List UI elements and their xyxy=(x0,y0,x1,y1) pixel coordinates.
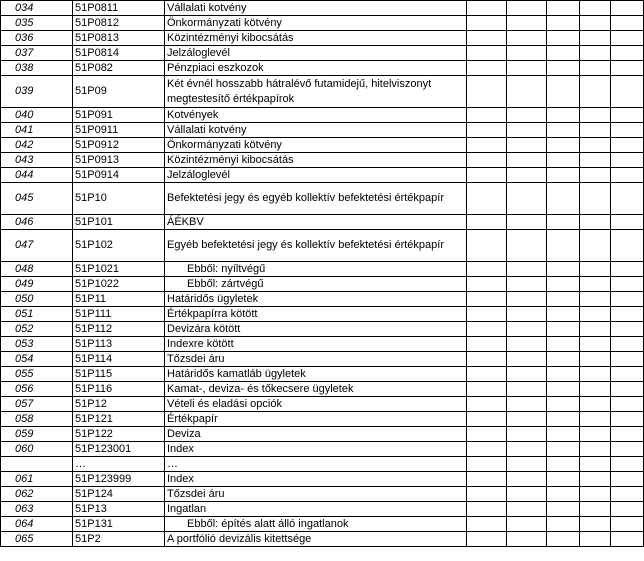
row-description: Ingatlan xyxy=(165,502,467,517)
table-row xyxy=(1,367,644,382)
empty-value-cell xyxy=(467,153,507,168)
table-row xyxy=(1,292,644,307)
empty-value-cell xyxy=(580,230,611,262)
empty-value-cell xyxy=(467,337,507,352)
empty-value-cell xyxy=(507,31,547,46)
empty-value-cell xyxy=(467,457,507,472)
row-description: Határidős kamatláb ügyletek xyxy=(165,367,467,382)
empty-value-cell xyxy=(467,108,507,123)
row-description: Ebből: építés alatt álló ingatlanok xyxy=(165,517,467,532)
empty-value-cell xyxy=(467,517,507,532)
empty-value-cell xyxy=(467,46,507,61)
empty-value-cell xyxy=(611,532,644,547)
table-row xyxy=(1,76,644,108)
empty-value-cell xyxy=(611,352,644,367)
empty-value-cell xyxy=(611,153,644,168)
empty-value-cell xyxy=(611,292,644,307)
table-row xyxy=(1,502,644,517)
empty-value-cell xyxy=(580,61,611,76)
empty-value-cell xyxy=(580,442,611,457)
empty-value-cell xyxy=(611,457,644,472)
empty-value-cell xyxy=(467,442,507,457)
empty-value-cell xyxy=(580,153,611,168)
row-code: 052 xyxy=(1,322,73,337)
row-code: 055 xyxy=(1,367,73,382)
row-description: Index xyxy=(165,442,467,457)
row-id: 51P0911 xyxy=(73,123,165,138)
empty-value-cell xyxy=(467,16,507,31)
empty-value-cell xyxy=(507,472,547,487)
row-id: 51P111 xyxy=(73,307,165,322)
row-code: 061 xyxy=(1,472,73,487)
row-id: 51P102 xyxy=(73,230,165,262)
empty-value-cell xyxy=(547,307,580,322)
empty-value-cell xyxy=(467,277,507,292)
row-code: 056 xyxy=(1,382,73,397)
row-code: 050 xyxy=(1,292,73,307)
empty-value-cell xyxy=(547,532,580,547)
empty-value-cell xyxy=(611,108,644,123)
row-description: Pénzpiaci eszkozok xyxy=(165,61,467,76)
empty-value-cell xyxy=(507,427,547,442)
empty-value-cell xyxy=(611,427,644,442)
row-code: 065 xyxy=(1,532,73,547)
row-id: 51P09 xyxy=(73,76,165,108)
empty-value-cell xyxy=(467,230,507,262)
row-id: 51P123001 xyxy=(73,442,165,457)
empty-value-cell xyxy=(580,1,611,16)
row-description: A portfólió devizális kitettsége xyxy=(165,532,467,547)
row-code: 049 xyxy=(1,277,73,292)
empty-value-cell xyxy=(507,46,547,61)
empty-value-cell xyxy=(580,502,611,517)
empty-value-cell xyxy=(611,230,644,262)
empty-value-cell xyxy=(507,532,547,547)
row-id: 51P122 xyxy=(73,427,165,442)
table-row xyxy=(1,262,644,277)
empty-value-cell xyxy=(547,367,580,382)
row-id: 51P0813 xyxy=(73,31,165,46)
empty-value-cell xyxy=(611,138,644,153)
empty-value-cell xyxy=(580,168,611,183)
row-id: 51P0811 xyxy=(73,1,165,16)
empty-value-cell xyxy=(467,138,507,153)
row-code: 062 xyxy=(1,487,73,502)
row-description: Tőzsdei áru xyxy=(165,352,467,367)
empty-value-cell xyxy=(580,322,611,337)
empty-value-cell xyxy=(547,337,580,352)
row-id: 51P124 xyxy=(73,487,165,502)
empty-value-cell xyxy=(467,367,507,382)
empty-value-cell xyxy=(507,442,547,457)
empty-value-cell xyxy=(547,1,580,16)
empty-value-cell xyxy=(547,183,580,215)
table-row xyxy=(1,472,644,487)
row-description: ÁÉKBV xyxy=(165,215,467,230)
empty-value-cell xyxy=(467,183,507,215)
empty-value-cell xyxy=(467,292,507,307)
empty-value-cell xyxy=(547,442,580,457)
row-description: Tőzsdei áru xyxy=(165,487,467,502)
empty-value-cell xyxy=(611,277,644,292)
row-id: 51P13 xyxy=(73,502,165,517)
row-description: Vállalati kotvény xyxy=(165,1,467,16)
empty-value-cell xyxy=(507,108,547,123)
table-row xyxy=(1,16,644,31)
empty-value-cell xyxy=(507,153,547,168)
table-body xyxy=(1,1,644,547)
empty-value-cell xyxy=(547,427,580,442)
table-row xyxy=(1,123,644,138)
empty-value-cell xyxy=(547,108,580,123)
empty-value-cell xyxy=(611,123,644,138)
empty-value-cell xyxy=(547,472,580,487)
table-row xyxy=(1,382,644,397)
table-row xyxy=(1,532,644,547)
empty-value-cell xyxy=(507,397,547,412)
empty-value-cell xyxy=(507,16,547,31)
empty-value-cell xyxy=(580,183,611,215)
row-description: Értékpapírra kötött xyxy=(165,307,467,322)
empty-value-cell xyxy=(580,412,611,427)
row-id: 51P0913 xyxy=(73,153,165,168)
empty-value-cell xyxy=(507,138,547,153)
empty-value-cell xyxy=(467,76,507,108)
empty-value-cell xyxy=(467,215,507,230)
row-code: 046 xyxy=(1,215,73,230)
empty-value-cell xyxy=(580,123,611,138)
empty-value-cell xyxy=(547,123,580,138)
empty-value-cell xyxy=(580,31,611,46)
empty-value-cell xyxy=(507,502,547,517)
empty-value-cell xyxy=(467,123,507,138)
empty-value-cell xyxy=(611,61,644,76)
empty-value-cell xyxy=(611,502,644,517)
empty-value-cell xyxy=(467,322,507,337)
row-description: Önkormányzati kötvény xyxy=(165,138,467,153)
row-code: 040 xyxy=(1,108,73,123)
row-id: 51P082 xyxy=(73,61,165,76)
row-id: 51P112 xyxy=(73,322,165,337)
empty-value-cell xyxy=(547,138,580,153)
empty-value-cell xyxy=(507,307,547,322)
empty-value-cell xyxy=(611,31,644,46)
row-description: Vételi és eladási opciók xyxy=(165,397,467,412)
row-code: 060 xyxy=(1,442,73,457)
empty-value-cell xyxy=(547,502,580,517)
empty-value-cell xyxy=(547,262,580,277)
row-code xyxy=(1,457,73,472)
row-description: Deviza xyxy=(165,427,467,442)
empty-value-cell xyxy=(547,487,580,502)
empty-value-cell xyxy=(507,337,547,352)
row-id: 51P101 xyxy=(73,215,165,230)
empty-value-cell xyxy=(467,472,507,487)
empty-value-cell xyxy=(467,487,507,502)
empty-value-cell xyxy=(580,472,611,487)
empty-value-cell xyxy=(611,397,644,412)
empty-value-cell xyxy=(611,367,644,382)
table-row xyxy=(1,1,644,16)
table-row xyxy=(1,183,644,215)
row-id: 51P12 xyxy=(73,397,165,412)
empty-value-cell xyxy=(467,31,507,46)
empty-value-cell xyxy=(507,168,547,183)
row-id: 51P0914 xyxy=(73,168,165,183)
empty-value-cell xyxy=(611,472,644,487)
row-code: 059 xyxy=(1,427,73,442)
empty-value-cell xyxy=(507,292,547,307)
empty-value-cell xyxy=(580,277,611,292)
empty-value-cell xyxy=(611,487,644,502)
row-code: 051 xyxy=(1,307,73,322)
empty-value-cell xyxy=(547,230,580,262)
empty-value-cell xyxy=(507,61,547,76)
row-id: 51P11 xyxy=(73,292,165,307)
empty-value-cell xyxy=(580,397,611,412)
empty-value-cell xyxy=(467,61,507,76)
empty-value-cell xyxy=(611,1,644,16)
empty-value-cell xyxy=(467,1,507,16)
empty-value-cell xyxy=(507,230,547,262)
table-row xyxy=(1,352,644,367)
row-id: 51P121 xyxy=(73,412,165,427)
empty-value-cell xyxy=(611,517,644,532)
empty-value-cell xyxy=(547,352,580,367)
empty-value-cell xyxy=(580,292,611,307)
table-row xyxy=(1,108,644,123)
row-id: 51P1022 xyxy=(73,277,165,292)
empty-value-cell xyxy=(467,168,507,183)
row-description: Indexre kötött xyxy=(165,337,467,352)
table-row xyxy=(1,487,644,502)
table-row xyxy=(1,46,644,61)
row-id: … xyxy=(73,457,165,472)
empty-value-cell xyxy=(547,61,580,76)
empty-value-cell xyxy=(467,532,507,547)
empty-value-cell xyxy=(580,367,611,382)
row-code: 037 xyxy=(1,46,73,61)
table-row xyxy=(1,307,644,322)
row-code: 045 xyxy=(1,183,73,215)
empty-value-cell xyxy=(611,322,644,337)
row-id: 51P0912 xyxy=(73,138,165,153)
empty-value-cell xyxy=(547,382,580,397)
row-code: 064 xyxy=(1,517,73,532)
row-code: 039 xyxy=(1,76,73,108)
row-id: 51P116 xyxy=(73,382,165,397)
empty-value-cell xyxy=(611,382,644,397)
empty-value-cell xyxy=(611,337,644,352)
empty-value-cell xyxy=(507,322,547,337)
empty-value-cell xyxy=(467,427,507,442)
empty-value-cell xyxy=(507,215,547,230)
empty-value-cell xyxy=(507,277,547,292)
row-code: 044 xyxy=(1,168,73,183)
empty-value-cell xyxy=(611,307,644,322)
table-row xyxy=(1,277,644,292)
row-id: 51P131 xyxy=(73,517,165,532)
row-id: 51P114 xyxy=(73,352,165,367)
empty-value-cell xyxy=(580,352,611,367)
empty-value-cell xyxy=(611,76,644,108)
row-code: 043 xyxy=(1,153,73,168)
empty-value-cell xyxy=(507,382,547,397)
empty-value-cell xyxy=(507,517,547,532)
empty-value-cell xyxy=(507,412,547,427)
empty-value-cell xyxy=(580,262,611,277)
row-description: Index xyxy=(165,472,467,487)
row-id: 51P1021 xyxy=(73,262,165,277)
row-code: 042 xyxy=(1,138,73,153)
row-code: 054 xyxy=(1,352,73,367)
row-description: Egyéb befektetési jegy és kollektív befektetési értékpapír xyxy=(165,230,467,262)
table-row xyxy=(1,168,644,183)
empty-value-cell xyxy=(507,457,547,472)
row-code: 048 xyxy=(1,262,73,277)
table-row xyxy=(1,442,644,457)
table-row xyxy=(1,412,644,427)
empty-value-cell xyxy=(547,412,580,427)
row-code: 063 xyxy=(1,502,73,517)
empty-value-cell xyxy=(507,123,547,138)
row-code: 058 xyxy=(1,412,73,427)
empty-value-cell xyxy=(580,427,611,442)
empty-value-cell xyxy=(467,502,507,517)
row-description: Ebből: nyíltvégű xyxy=(165,262,467,277)
table-row xyxy=(1,153,644,168)
empty-value-cell xyxy=(547,168,580,183)
table-row xyxy=(1,457,644,472)
table-row xyxy=(1,517,644,532)
empty-value-cell xyxy=(611,412,644,427)
empty-value-cell xyxy=(467,262,507,277)
empty-value-cell xyxy=(611,183,644,215)
table-row xyxy=(1,61,644,76)
empty-value-cell xyxy=(507,262,547,277)
empty-value-cell xyxy=(547,517,580,532)
row-description: … xyxy=(165,457,467,472)
empty-value-cell xyxy=(547,16,580,31)
empty-value-cell xyxy=(547,397,580,412)
row-description: Ebből: zártvégű xyxy=(165,277,467,292)
empty-value-cell xyxy=(467,412,507,427)
empty-value-cell xyxy=(611,215,644,230)
row-code: 041 xyxy=(1,123,73,138)
row-description: Értékpapír xyxy=(165,412,467,427)
row-id: 51P115 xyxy=(73,367,165,382)
table-row xyxy=(1,397,644,412)
empty-value-cell xyxy=(467,382,507,397)
table-row xyxy=(1,322,644,337)
row-description: Jelzáloglevél xyxy=(165,46,467,61)
row-description: Határidős ügyletek xyxy=(165,292,467,307)
row-description: Két évnél hosszabb hátralévő futamidejű, hitelviszonyt megtestesítő értékpapírok xyxy=(165,76,467,108)
empty-value-cell xyxy=(467,352,507,367)
empty-value-cell xyxy=(547,31,580,46)
empty-value-cell xyxy=(467,307,507,322)
empty-value-cell xyxy=(580,487,611,502)
empty-value-cell xyxy=(611,168,644,183)
row-description: Vállalati kotvény xyxy=(165,123,467,138)
empty-value-cell xyxy=(580,457,611,472)
empty-value-cell xyxy=(547,277,580,292)
empty-value-cell xyxy=(507,367,547,382)
empty-value-cell xyxy=(611,46,644,61)
row-code: 036 xyxy=(1,31,73,46)
empty-value-cell xyxy=(580,108,611,123)
row-id: 51P113 xyxy=(73,337,165,352)
empty-value-cell xyxy=(580,337,611,352)
empty-value-cell xyxy=(580,16,611,31)
row-description: Közintézményi kibocsátás xyxy=(165,153,467,168)
row-code: 035 xyxy=(1,16,73,31)
empty-value-cell xyxy=(547,76,580,108)
empty-value-cell xyxy=(547,46,580,61)
table-row xyxy=(1,215,644,230)
table-row xyxy=(1,337,644,352)
row-id: 51P2 xyxy=(73,532,165,547)
empty-value-cell xyxy=(580,382,611,397)
empty-value-cell xyxy=(507,1,547,16)
empty-value-cell xyxy=(507,183,547,215)
empty-value-cell xyxy=(507,352,547,367)
row-description: Kamat-, deviza- és tőkecsere ügyletek xyxy=(165,382,467,397)
row-code: 038 xyxy=(1,61,73,76)
row-description: Kotvények xyxy=(165,108,467,123)
empty-value-cell xyxy=(580,215,611,230)
row-code: 053 xyxy=(1,337,73,352)
empty-value-cell xyxy=(467,397,507,412)
row-id: 51P123999 xyxy=(73,472,165,487)
empty-value-cell xyxy=(580,138,611,153)
row-id: 51P10 xyxy=(73,183,165,215)
row-description: Devizára kötött xyxy=(165,322,467,337)
empty-value-cell xyxy=(547,457,580,472)
empty-value-cell xyxy=(547,292,580,307)
empty-value-cell xyxy=(580,532,611,547)
row-description: Jelzáloglevél xyxy=(165,168,467,183)
table-row xyxy=(1,230,644,262)
empty-value-cell xyxy=(507,76,547,108)
empty-value-cell xyxy=(580,517,611,532)
empty-value-cell xyxy=(611,262,644,277)
row-description: Önkormányzati kötvény xyxy=(165,16,467,31)
row-code: 047 xyxy=(1,230,73,262)
row-code: 057 xyxy=(1,397,73,412)
empty-value-cell xyxy=(547,153,580,168)
empty-value-cell xyxy=(580,307,611,322)
table-row xyxy=(1,138,644,153)
empty-value-cell xyxy=(507,487,547,502)
row-id: 51P0814 xyxy=(73,46,165,61)
row-id: 51P0812 xyxy=(73,16,165,31)
row-code: 034 xyxy=(1,1,73,16)
table-row xyxy=(1,31,644,46)
empty-value-cell xyxy=(547,322,580,337)
row-id: 51P091 xyxy=(73,108,165,123)
empty-value-cell xyxy=(580,46,611,61)
empty-value-cell xyxy=(611,442,644,457)
row-description: Közintézményi kibocsátás xyxy=(165,31,467,46)
table-row xyxy=(1,427,644,442)
empty-value-cell xyxy=(547,215,580,230)
empty-value-cell xyxy=(580,76,611,108)
row-description: Befektetési jegy és egyéb kollektív befektetési értékpapír xyxy=(165,183,467,215)
empty-value-cell xyxy=(611,16,644,31)
